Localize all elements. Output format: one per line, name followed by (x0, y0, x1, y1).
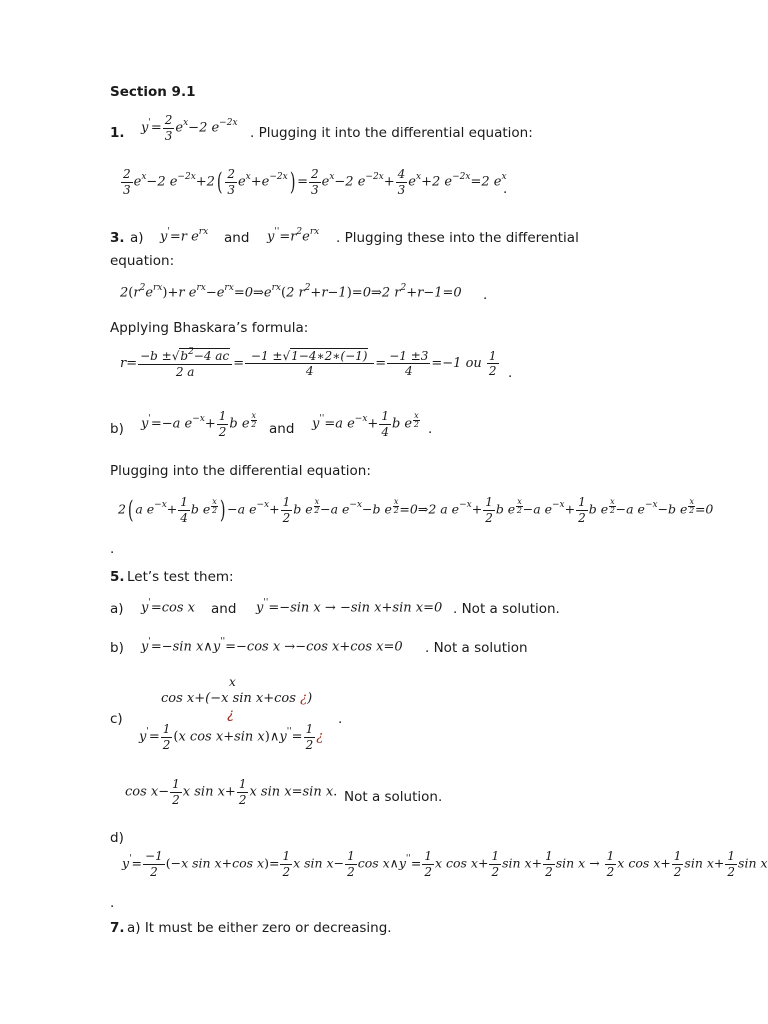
problem-5c-red-glyph: ¿ (227, 706, 235, 722)
problem-3-trailing-period: . (483, 287, 488, 303)
bhaskara-text: Applying Bhaskara’s formula: (110, 320, 309, 336)
problem-5c-trailing-period: . (338, 711, 343, 727)
problem-3-characteristic-equation: $2(r^2e^{rx})+r$ $e^{rx}-e^{rx}=0\Rightarrow e^{rx}(2$ $r^2+r-1)=0\Rightarrow 2$ $r^2+r-1=0$ (120, 283, 462, 301)
problem-number-1: 1. (110, 125, 125, 141)
problem-3-and: and (224, 230, 250, 246)
problem-3-second-derivative: $y''=r^2e^{rx}$ (267, 227, 320, 245)
section-title: Section 9.1 (110, 84, 196, 100)
bhaskara-formula: r= $\frac{-b \pm√b^2-4 ac}{2 a}$ = $\frac{-1 \pm√1-4∗2∗(-1)}{4}$ = $\frac{-1 \pm 3}{4}$ =−1 ou $\frac{1}{2}$ (120, 347, 497, 379)
problem-number-5: 5. (110, 569, 125, 585)
problem-5a-label: a) (110, 601, 124, 617)
problem-1-trailing-period: . (503, 181, 508, 197)
problem-5b-note: . Not a solution (425, 640, 528, 656)
problem-5c-top-expression: cos x+(−x sin x+cos ¿) (161, 691, 313, 706)
problem-number-7: 7. (110, 920, 125, 936)
problem-5a-and: and (211, 601, 237, 617)
problem-5a-first-derivative: y'=cos x (141, 598, 195, 616)
problem-3-part-a-label: a) (130, 230, 144, 246)
problem-5d-equation: y'= $\frac{-1}{2}$ (−x sin x+cos x)= $\frac{1}{2}$ x sin x− $\frac{1}{2}$ cos x∧y''= $\frac{1}{2}$ x cos x+ $\frac{1}{2}$ sin x+ $\frac{1}{2}$ sin x → $\frac{1}{2}$ x cos x+ $\frac{1}{2}$ sin x+ $\frac{1}{2}$ sin x (122, 849, 768, 879)
problem-3b-trailing-period: . (110, 541, 115, 557)
problem-3-first-derivative: y'=r $e^{rx}$ (160, 227, 209, 245)
problem-7-text: a) It must be either zero or decreasing. (127, 920, 392, 936)
problem-3b-second-derivative: y''=a $e^{-x}+$ $\frac{1}{4}$ b e $\frac{x}{2}$ (312, 409, 419, 439)
problem-1-text: . Plugging it into the differential equation: (250, 125, 533, 141)
problem-5c-label: c) (110, 711, 123, 727)
problem-5b-label: b) (110, 640, 124, 656)
problem-3b-and: and (269, 421, 295, 437)
problem-5c-note: Not a solution. (344, 789, 443, 805)
problem-5d-trailing-period: . (110, 895, 115, 911)
problem-5b-equation: y'=−sin x∧y''=−cos x →−cos x+cos x=0 (141, 637, 403, 655)
problem-3-text-line2: equation: (110, 253, 175, 269)
problem-3b-trailing-period: . (428, 421, 433, 437)
problem-5-intro: Let’s test them: (127, 569, 234, 585)
problem-5c-equation: y'= $\frac{1}{2}$ (x cos x+sin x)∧y''= $\frac{1}{2}$ ¿ (139, 722, 324, 752)
problem-1-substitution-equation: $\frac{2}{3}$ $e^x-2$ $e^{-2x}+2$( $\frac{2}{3}$ $e^x+e^{-2x}$) = $\frac{2}{3}$ $e^x-2$ $e^{-2x}+$ $\frac{4}{3}$ $e^x+2$ $e^{-2x}=2$ $e^x$ (123, 167, 507, 197)
problem-5d-label: d) (110, 830, 124, 846)
problem-number-3: 3. (110, 230, 125, 246)
problem-5a-note: . Not a solution. (453, 601, 560, 617)
problem-5a-second-derivative: y''=−sin x → −sin x+sin x=0 (256, 598, 443, 616)
problem-3-part-b-label: b) (110, 421, 124, 437)
problem-1-derivative-equation: y'= $\frac{2}{3}$ $e^x-2$ $e^{-2x}$ (141, 113, 238, 143)
problem-3b-first-derivative: y'=−a $e^{-x}+$ $\frac{1}{2}$ b e $\frac{x}{2}$ (141, 409, 257, 439)
bhaskara-trailing-period: . (508, 365, 513, 381)
problem-3b-plugging-text: Plugging into the differential equation: (110, 463, 371, 479)
problem-3b-substitution-equation: 2( a $e^{-x}+$ $\frac{1}{4}$ b e $\frac{x}{2}$ ) −a $e^{-x}+$ $\frac{1}{2}$ b e $\frac{x}{2}$ −a $e^{-x}-b$ e $\frac{x}{2}$ =0⇒2 a $e^{-x}+$ $\frac{1}{2}$ b e $\frac{x}{2}$ −a $e^{-x}+$ $\frac{1}{2}$ b e $\frac{x}{2}$ −a $e^{-x}-b$ e $\frac{x}{2}$ =0 (118, 495, 714, 525)
problem-5c-line2: cos x− $\frac{1}{2}$ x sin x+ $\frac{1}{2}$ x sin x=sin x. (125, 777, 338, 807)
problem-5c-fragment-x: x (229, 675, 236, 689)
problem-3-text-line1: . Plugging these into the differential (336, 230, 579, 246)
